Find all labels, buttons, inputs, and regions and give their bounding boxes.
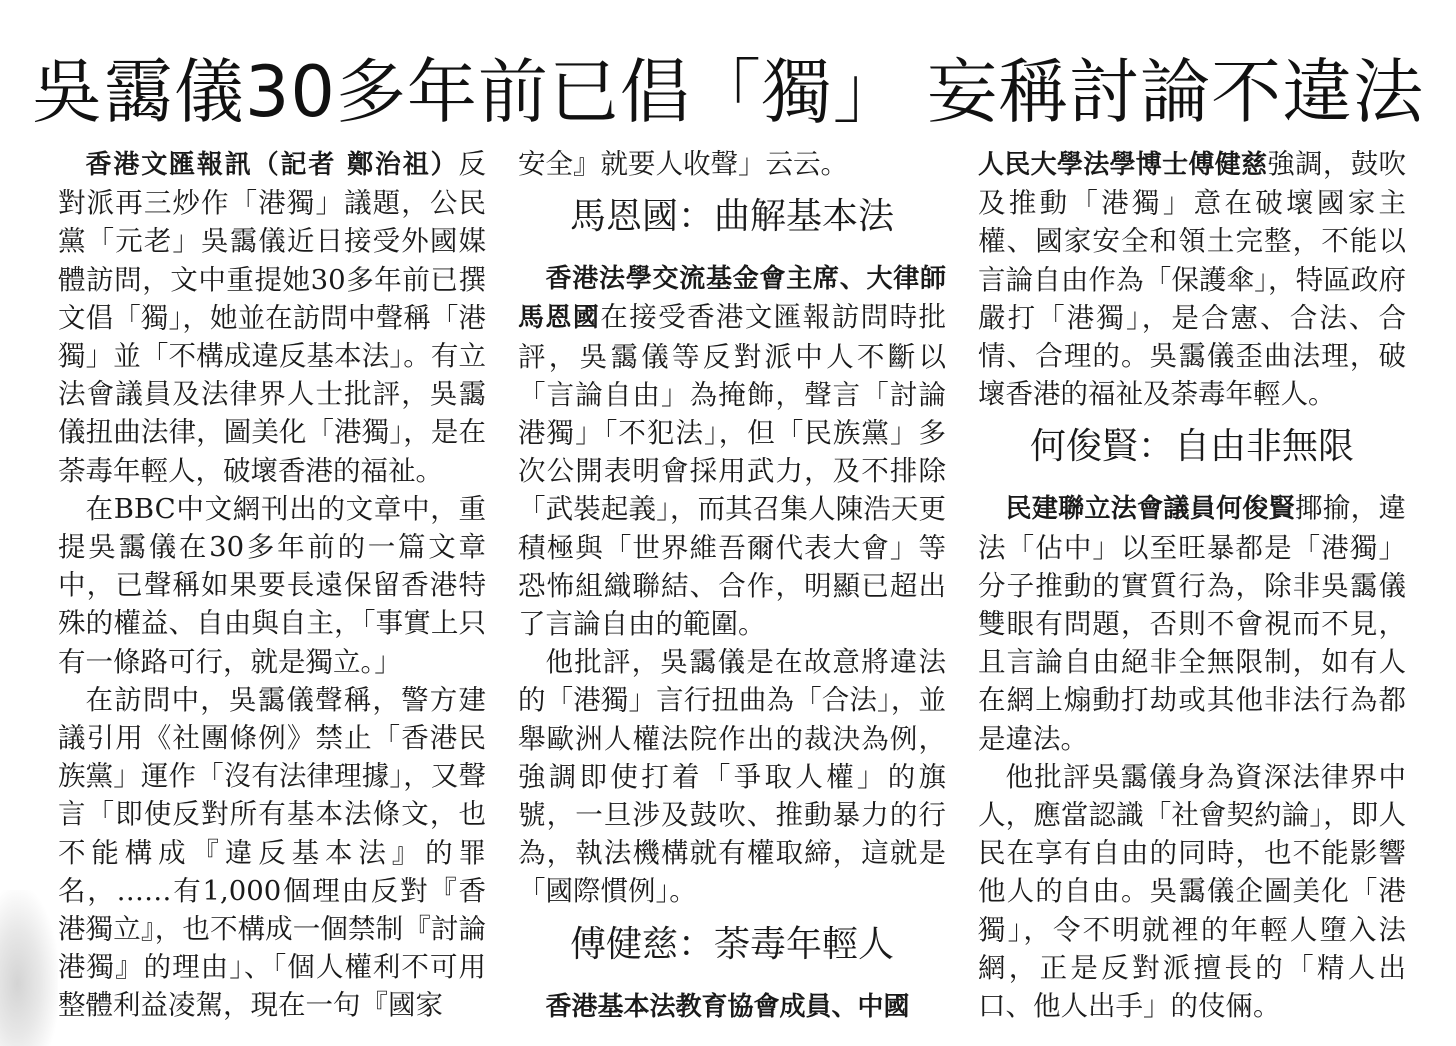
byline: 香港文匯報訊（記者 鄭治祖） <box>85 150 459 180</box>
paragraph: 他批評吳靄儀身為資深法律界中人，應當認識「社會契約論」，即人民在享有自由的同時，也不能影響他人的自由。吳靄儀企圖美化「港獨」，令不明就裡的年輕人墮入法網，正是反對派擅長的「精人出口、他人出手」的伎倆。 <box>978 760 1406 1023</box>
paragraph: 他批評，吳靄儀是在故意將違法的「港獨」言行扭曲為「合法」，並舉歐洲人權法院作出的裁決為例，強調即使打着「爭取人權」的旗號，一旦涉及鼓吹、推動暴力的行為，執法機構就有權取締，這就是「國際慣例」。 <box>518 646 946 908</box>
column-3 <box>978 145 1406 1035</box>
paragraph: 在訪問中，吳靄儀聲稱，警方建議引用《社團條例》禁止「香港民族黨」運作「沒有法律理據」，又聲言「即使反對所有基本法條文，也不能構成『違反基本法』的罪名，……有1,000個理由反對『香港獨立』，也不構成一個禁制『討論港獨』的理由」、「個人權利不可用整體利益凌駕，現在一句『國家 <box>58 683 486 1022</box>
paragraph: 在BBC中文網刊出的文章中，重提吳靄儀在30多年前的一篇文章中，已聲稱如果要長遠保留香港特殊的權益、自由與自主，「事實上只有一條路可行，就是獨立。」 <box>58 492 486 678</box>
column-1 <box>58 145 486 1035</box>
column-2 <box>518 145 946 1035</box>
paragraph: 民建聯立法會議員何俊賢揶揄，違法「佔中」以至旺暴都是「港獨」分子推動的實質行為，除非吳靄儀雙眼有問題，否則不會視而不見，且言論自由絕非全無限制，如有人在網上煽動打劫或其他非法行為都是違法。 <box>978 492 1406 755</box>
article-headline: 吳靄儀30多年前已倡「獨」 妄稱討論不違法 <box>31 51 1425 133</box>
paragraph: 香港法學交流基金會主席、大律師馬恩國在接受香港文匯報訪問時批評，吳靄儀等反對派中人不斷以「言論自由」為掩飾，聲言「討論港獨」「不犯法」，但「民族黨」多次公開表明會採用武力，及不排除「武裝起義」，而其召集人陳浩天更積極與「世界維吾爾代表大會」等恐怖組織聯結、合作，明顯已超出了言論自由的範圍。 <box>518 264 946 641</box>
paragraph-lead: 香港文匯報訊（記者 鄭治祖）反對派再三炒作「港獨」議題，公民黨「元老」吳靄儀近日接受外國媒體訪問，文中重提她30多年前已撰文倡「獨」，她並在訪問中聲稱「港獨」並「不構成違反基本法」。有立法會議員及法律界人士批評，吳靄儀扭曲法律，圖美化「港獨」，是在荼毒年輕人，破壞香港的福祉。 <box>58 148 486 487</box>
paragraph: 人民大學法學博士傅健慈強調，鼓吹及推動「港獨」意在破壞國家主權、國家安全和領土完整，不能以言論自由作為「保護傘」，特區政府嚴打「港獨」，是合憲、合法、合情、合理的。吳靄儀歪曲法理，破壞香港的福祉及荼毒年輕人。 <box>978 148 1406 411</box>
subheading-ma-yan-kwok: 馬恩國：曲解基本法 <box>569 196 894 238</box>
subheading-fu-kin-chi: 傅健慈：荼毒年輕人 <box>569 923 894 965</box>
paper-texture <box>0 890 58 1046</box>
paragraph: 安全』就要人收聲」云云。 <box>518 148 848 180</box>
paragraph: 香港基本法教育協會成員、中國 <box>545 991 910 1022</box>
subheading-ho-chun-yin: 何俊賢：自由非無限 <box>1029 426 1354 468</box>
